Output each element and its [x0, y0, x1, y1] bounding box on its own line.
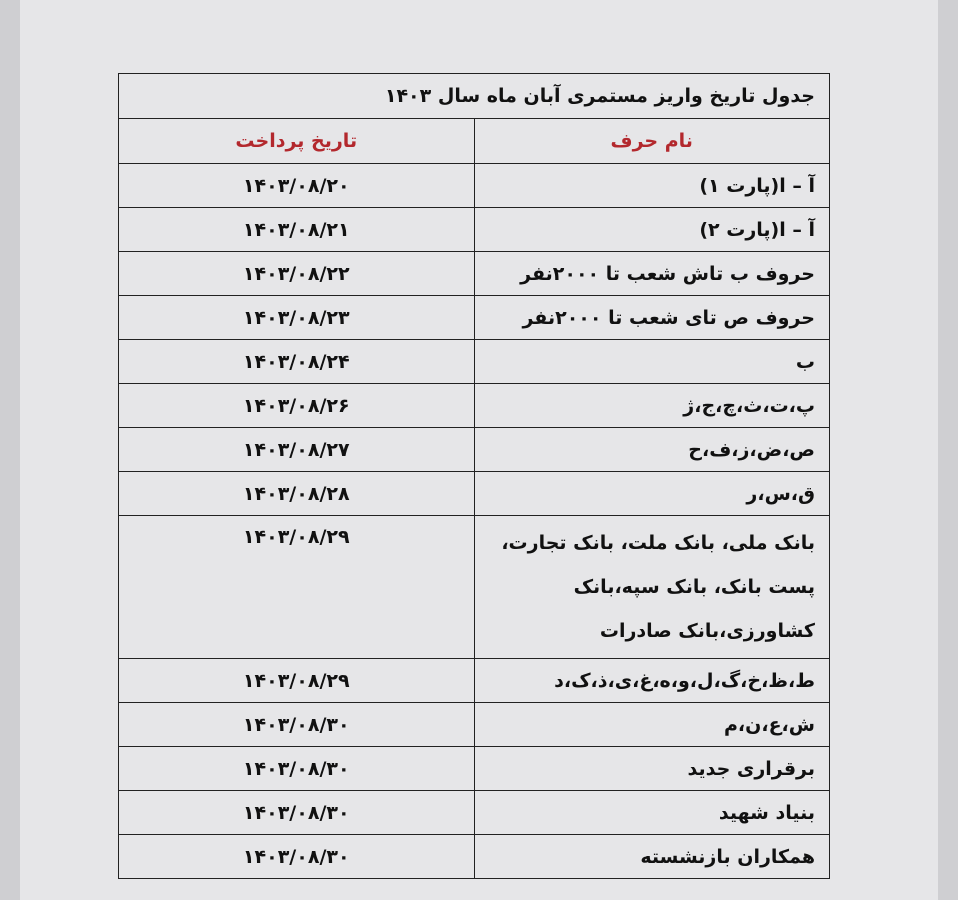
- row-name: همکاران بازنشسته: [474, 835, 830, 879]
- table-row: [119, 659, 830, 703]
- table-title-row: [119, 74, 830, 119]
- row-date: ۱۴۰۳/۰۸/۳۰: [119, 835, 475, 879]
- row-name: حروف ب تاش شعب تا ۲۰۰۰نفر: [474, 252, 830, 296]
- row-name: بانک ملی، بانک ملت، بانک تجارت، پست بانک، بانک سپه،بانک کشاورزی،بانک صادرات: [474, 516, 830, 659]
- row-date: ۱۴۰۳/۰۸/۲۶: [119, 384, 475, 428]
- row-name: پ،ت،ث،چ،ج،ژ: [474, 384, 830, 428]
- right-margin: [938, 0, 958, 900]
- row-name: آ – ا(پارت ۲): [474, 208, 830, 252]
- row-date: ۱۴۰۳/۰۸/۳۰: [119, 703, 475, 747]
- table-row: [119, 472, 830, 516]
- header-date: تاریخ پرداخت: [119, 119, 475, 164]
- row-date: ۱۴۰۳/۰۸/۲۰: [119, 164, 475, 208]
- row-date: ۱۴۰۳/۰۸/۲۱: [119, 208, 475, 252]
- payment-schedule-table: [118, 73, 830, 879]
- table-title: جدول تاریخ واریز مستمری آبان ماه سال ۱۴۰۳: [119, 74, 830, 119]
- table-row: [119, 428, 830, 472]
- row-name: بنیاد شهید: [474, 791, 830, 835]
- table-row: [119, 747, 830, 791]
- table-row: [119, 516, 830, 659]
- row-date: ۱۴۰۳/۰۸/۳۰: [119, 747, 475, 791]
- row-date: ۱۴۰۳/۰۸/۲۳: [119, 296, 475, 340]
- row-name: ش،ع،ن،م: [474, 703, 830, 747]
- row-name: ق،س،ر: [474, 472, 830, 516]
- row-name: ب: [474, 340, 830, 384]
- row-date: ۱۴۰۳/۰۸/۲۹: [119, 516, 475, 659]
- row-name: برقراری جدید: [474, 747, 830, 791]
- header-name: نام حرف: [474, 119, 830, 164]
- row-name: ط،ظ،خ،گ،ل،و،ه،غ،ی،ذ،ک،د: [474, 659, 830, 703]
- table-row: [119, 208, 830, 252]
- table-row: [119, 703, 830, 747]
- table-row: [119, 164, 830, 208]
- row-date: ۱۴۰۳/۰۸/۲۸: [119, 472, 475, 516]
- table-row: [119, 252, 830, 296]
- table-header-row: [119, 119, 830, 164]
- row-date: ۱۴۰۳/۰۸/۲۹: [119, 659, 475, 703]
- table-row: [119, 296, 830, 340]
- row-date: ۱۴۰۳/۰۸/۲۴: [119, 340, 475, 384]
- table-row: [119, 835, 830, 879]
- row-date: ۱۴۰۳/۰۸/۲۷: [119, 428, 475, 472]
- row-name: آ – ا(پارت ۱): [474, 164, 830, 208]
- row-name: ص،ض،ز،ف،ح: [474, 428, 830, 472]
- row-date: ۱۴۰۳/۰۸/۲۲: [119, 252, 475, 296]
- table-row: [119, 384, 830, 428]
- row-name: حروف ص تای شعب تا ۲۰۰۰نفر: [474, 296, 830, 340]
- table-row: [119, 791, 830, 835]
- left-margin: [0, 0, 20, 900]
- table-row: [119, 340, 830, 384]
- row-date: ۱۴۰۳/۰۸/۳۰: [119, 791, 475, 835]
